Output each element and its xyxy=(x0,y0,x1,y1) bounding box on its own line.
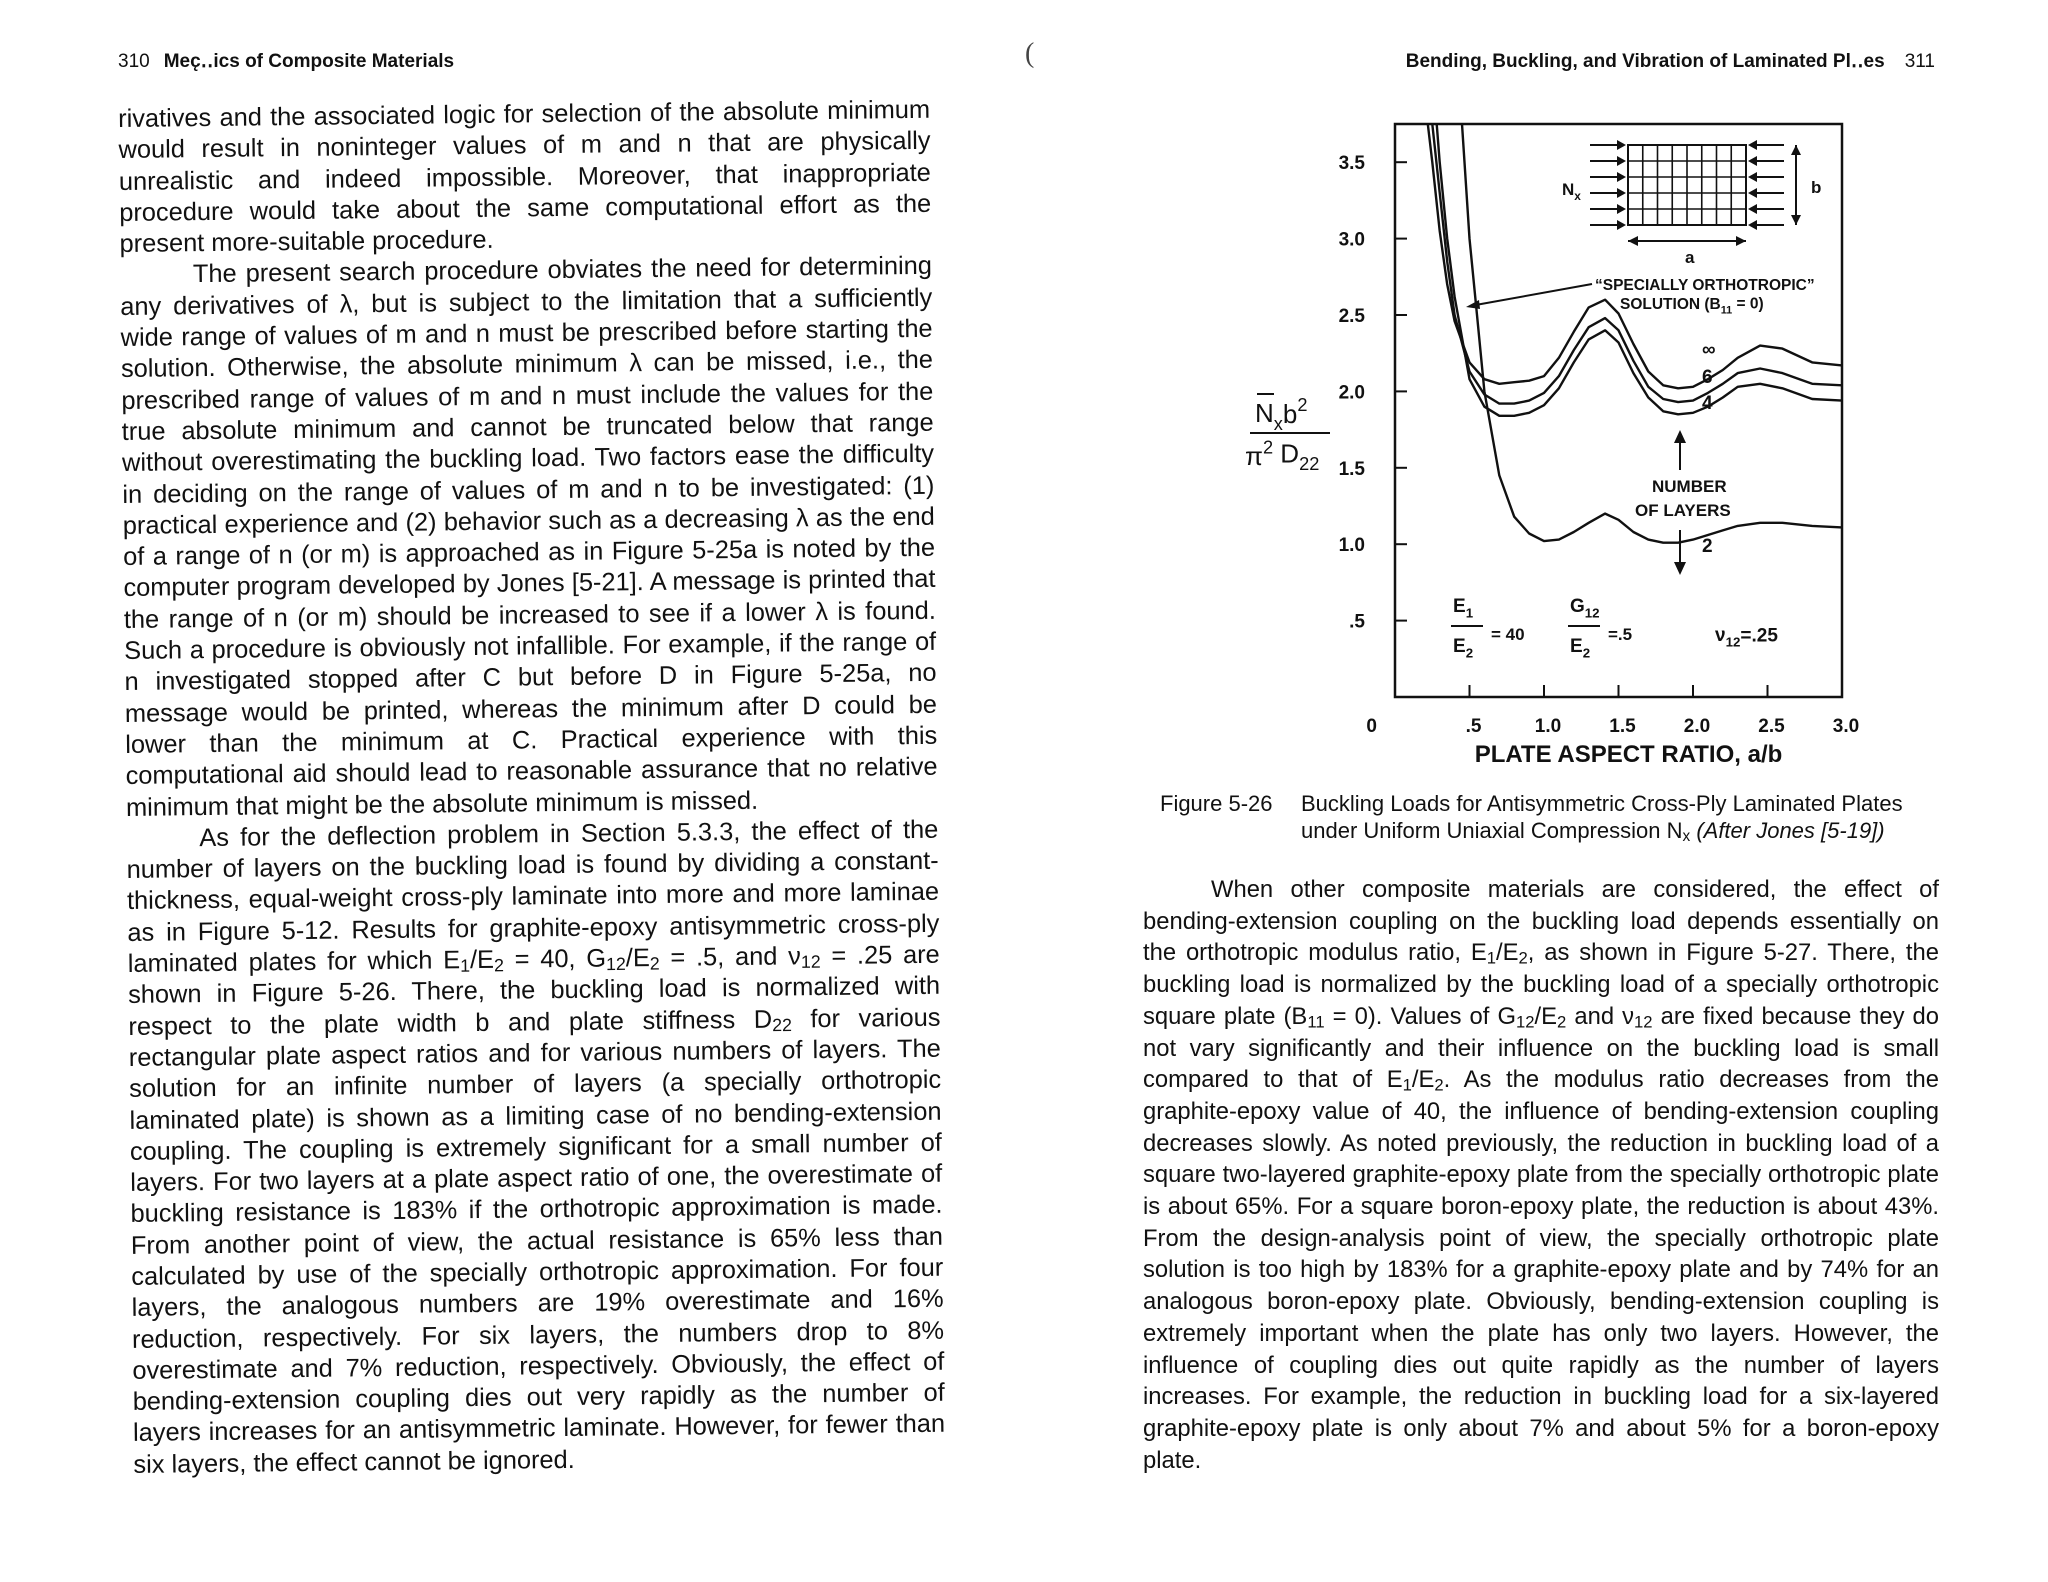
curve-1 xyxy=(1428,124,1842,388)
x-tick-label: 2.5 xyxy=(1758,716,1785,737)
specially-orthotropic-label: “SPECIALLY ORTHOTROPIC” xyxy=(1595,277,1815,294)
orthotropic-arrowhead xyxy=(1466,300,1480,309)
right-page-number: 311 xyxy=(1904,51,1935,72)
right-running-title: Bending, Buckling, and Vibration of Laminated Pl․․es xyxy=(1405,51,1885,72)
x-tick-label: 2.0 xyxy=(1683,716,1711,737)
e1-e2-ratio-num: $E_1$ xyxy=(1453,596,1474,621)
y-tick-label: .5 xyxy=(1349,611,1365,633)
figure-number: Figure 5-26 xyxy=(1160,791,1273,816)
chart-ticks xyxy=(1245,153,1859,768)
x-tick-label: 1.5 xyxy=(1609,716,1636,737)
right-page-body xyxy=(1143,874,1939,1476)
b-label: b xyxy=(1811,178,1822,197)
arrowhead xyxy=(1617,204,1626,214)
y-tick-label: 2.0 xyxy=(1338,382,1365,404)
orthotropic-leader xyxy=(1470,284,1592,306)
right-paragraph-1: When other composite materials are considered, the effect of bending-extension coupling on the buckling load depends essentially on the orthotropic modulus ratio, $E_1/E_2$, as shown in Figure 5-27. There, the buckling load is normalized by the buckling load of a specially orthotropic square plate $(B_{11} = 0)$. Values of $G_{12}/E_2$ and $\nu_{12}$ are fixed because they do not vary significantly and their influence on the buckling load is small compared to that of $E_1/E_2$. As the modulus ratio decreases from the graphite-epoxy value of 40, the influence of bending-extension coupling decreases slowly. As noted previously, the reduction in buckling load of a square two-layered graphite-epoxy plate from the specially orthotropic plate is about 65%. For a square boron-epoxy plate, the reduction is about 43%. From the design-analysis point of view, the specially orthotropic plate solution is too high by 183% for a graphite-epoxy plate and by 74% for an analogous boron-epoxy plate. Obviously, bending-extension coupling is extremely important when the plate has only two layers. However, the influence of coupling dies out quite rapidly as the number of layers increases. For example, the reduction in buckling load for a six-layered graphite-epoxy plate is only about 7% and about 5% for a boron-epoxy plate. xyxy=(1143,876,1940,1474)
left-paragraph-1: rivatives and the associated logic for selection of the absolute minimum would result in noninteger values of m and n that are physically unrealistic and indeed impossible. Moreover, that inappropriate procedure would take about the same computational effort as the present more-suitable procedure. xyxy=(118,95,932,259)
curve-label-∞: ∞ xyxy=(1702,339,1716,361)
arrowhead xyxy=(1617,188,1626,198)
curve-label-6: 6 xyxy=(1702,367,1713,389)
x-tick-label: 3.0 xyxy=(1832,716,1860,737)
x-origin-label: 0 xyxy=(1366,716,1377,737)
poisson-ratio: $\nu_{12}=.25$ xyxy=(1715,625,1778,650)
a-label: a xyxy=(1685,248,1695,267)
curve-label-2: 2 xyxy=(1702,536,1713,558)
arrowhead xyxy=(1617,172,1626,182)
arrowhead xyxy=(1617,220,1626,230)
y-tick-label: 3.5 xyxy=(1338,153,1365,175)
layers-arrowhead-up xyxy=(1674,430,1686,443)
left-running-title: Mec̨․․ics of Composite Materials xyxy=(163,51,455,72)
number-of-layers-label: OF LAYERS xyxy=(1635,501,1731,520)
arrowhead xyxy=(1748,204,1757,214)
curve-label-4: 4 xyxy=(1702,393,1713,415)
y-axis-label-numerator: $N_xb^2$ xyxy=(1255,395,1308,434)
figure-caption-text: Buckling Loads for Antisymmetric Cross-Ply Laminated Plates under Uniform Uniaxial Compression $N_x$ (After Jones [5-19]) xyxy=(1301,791,1903,846)
y-tick-label: 1.0 xyxy=(1338,535,1365,557)
left-paragraph-3: As for the deflection problem in Section 5.3.3, the effect of the number of layers on the buckling load is found by dividing a constant-thickness, equal-weight cross-ply laminate into more and more laminae as in Figure 5-12. Results for graphite-epoxy antisymmetric cross-ply laminated plates for which $E_1/E_2 = 40$, $G_{12}/E_2 = .5$, and $\nu_{12} = .25$ are shown in Figure 5-26. There, the buckling load is normalized with respect to the plate width b and plate stiffness $D_{22}$ for various rectangular plate aspect ratios and for various numbers of layers. The solution for an infinite number of layers (a specially orthotropic laminated plate) is shown as a limiting case of no bending-extension coupling. The coupling is extremely significant for a small number of layers. For two layers at a plate aspect ratio of one, the overestimate of buckling resistance is 183% if the orthotropic approximation is made. From another point of view, the actual resistance is 65% less than calculated by use of the specially orthotropic approximation. For four layers, the analogous numbers are 19% overestimate and 16% reduction, respectively. For six layers, the numbers drop to 8% overestimate and 7% reduction, respectively. Obviously, the effect of bending-extension coupling dies out very rapidly as the number of layers increases for an antisymmetric laminate. However, for fewer than six layers, the effect cannot be ignored. xyxy=(126,815,946,1479)
e1-e2-ratio-den: $E_2$ xyxy=(1453,636,1474,661)
y-tick-label: 2.5 xyxy=(1338,306,1365,327)
nx-label: $N_x$ xyxy=(1562,180,1581,204)
arrowhead xyxy=(1748,220,1757,230)
arrowhead xyxy=(1748,188,1757,198)
layers-arrowhead-down xyxy=(1674,562,1686,575)
chart-annotations xyxy=(1451,277,1815,661)
scan-mark: ( xyxy=(1025,38,1035,69)
left-page-number: 310 xyxy=(118,51,150,72)
x-tick-label: 1.0 xyxy=(1534,716,1562,737)
number-of-layers-label: NUMBER xyxy=(1652,477,1727,496)
x-tick-label: .5 xyxy=(1465,716,1482,737)
g12-e2-ratio-num: $G_{12}$ xyxy=(1570,596,1600,621)
buckling-load-chart xyxy=(0,0,2048,780)
y-tick-label: 3.0 xyxy=(1338,229,1365,251)
arrowhead xyxy=(1617,156,1626,166)
left-paragraph-2: The present search procedure obviates the need for determining any derivatives of λ, but is subject to the limitation that a sufficiently wide range of values of m and n must be prescribed before starting the solution. Otherwise, the absolute minimum λ can be missed, i.e., the prescribed range of values of m and n must include the values for the true absolute minimum and cannot be truncated below that range without overestimating the buckling load. Two factors ease the difficulty in deciding on the range of values of m and n to be investigated: (1) practical experience and (2) behavior such as a decreasing λ as the end of a range of n (or m) is approached as in Figure 5-25a is noted by the computer program developed by Jones [5-21]. A message is printed that the range of n (or m) should be increased to see if a lower λ is found. Such a procedure is obviously not infallible. For example, if the range of n investigated stopped after C but before D in Figure 5-25a, no message would be printed, whereas the minimum after D could be lower than the minimum at C. Practical experience with this computational aid should lead to reasonable assurance that no relative minimum that might be the absolute minimum is missed. xyxy=(120,252,938,822)
y-tick-label: 1.5 xyxy=(1338,458,1365,480)
arrowhead xyxy=(1748,172,1757,182)
solution-label: SOLUTION $(B_{11} = 0)$ xyxy=(1620,295,1764,317)
arrowhead xyxy=(1748,156,1757,166)
arrowhead xyxy=(1617,140,1626,150)
g12-e2-ratio-den: $E_2$ xyxy=(1570,636,1591,661)
g12-e2-ratio-value: =.5 xyxy=(1608,625,1633,644)
e1-e2-ratio-value: = 40 xyxy=(1491,625,1525,644)
chart-curves xyxy=(1428,124,1842,543)
arrowhead xyxy=(1748,140,1757,150)
curve-2 xyxy=(1432,124,1842,404)
plate-inset-diagram xyxy=(1562,140,1821,267)
y-axis-label-denominator: $\pi^2$ $D_{22}$ xyxy=(1245,437,1320,475)
x-axis-label: PLATE ASPECT RATIO, a/b xyxy=(1474,741,1783,768)
